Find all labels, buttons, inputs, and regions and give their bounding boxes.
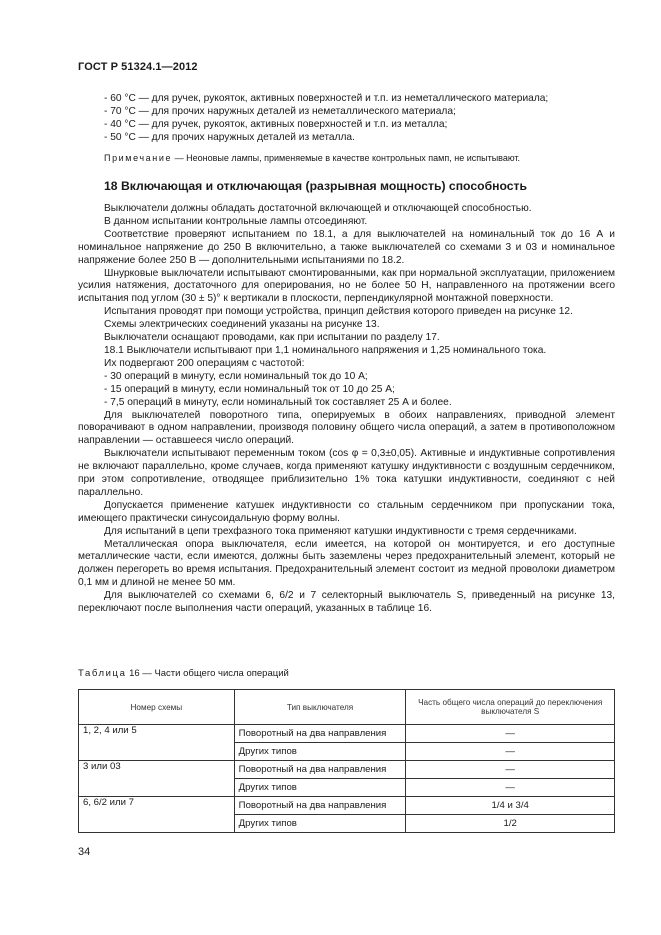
type-cell: Других типов (234, 779, 406, 797)
table-caption-text: 16 — Части общего числа операций (126, 668, 289, 679)
paragraph: Для выключателей поворотного типа, оперируемых в обоих направлениях, приводной элемент поворачивают в одном направлении, производя половину общего числа операций, а затем в противоположном направлении — оставшееся число операций. (78, 409, 615, 447)
part-cell: — (406, 761, 615, 779)
part-cell: 1/2 (406, 815, 615, 833)
paragraph: Для испытаний в цепи трехфазного тока применяют катушки индуктивности с тремя сердечниками. (104, 525, 577, 537)
operations-table (78, 689, 615, 833)
paragraph: Допускается применение катушек индуктивности со стальным сердечником при пропускании тока, имеющего практически синусоидальную форму волны. (78, 499, 615, 524)
type-cell: Других типов (234, 815, 406, 833)
paragraph: Выключатели должны обладать достаточной включающей и отключающей способностью. (104, 203, 532, 214)
table-caption (78, 668, 289, 679)
section-title: 18 Включающая и отключающая (разрывная мощность) способность (104, 179, 527, 193)
paragraph: 18.1 Выключатели испытывают при 1,1 номинального напряжения и 1,25 номинального тока. (104, 344, 547, 356)
paragraph: Соответствие проверяют испытанием по 18.1, а для выключателей на номинальный ток до 16 А и номинальное напряжение до 250 В включительно, а также выключателей со схемами 3 и 03 и номинальное напряжение более 250 В — дополнительными испытаниями по 18.2. (78, 228, 615, 266)
paragraph: Их подвергают 200 операциям с частотой: (104, 357, 305, 369)
type-cell: Других типов (234, 743, 406, 761)
page-number: 34 (78, 846, 91, 858)
note-text: — Неоновые лампы, применяемые в качестве контрольных памп, не испытывают. (172, 152, 521, 163)
paragraph: Испытания проводят при помощи устройства, принцип действия которого приведен на рисунке 12. (104, 306, 573, 318)
standard-header: ГОСТ Р 51324.1—2012 (78, 61, 198, 73)
paragraph: В данном испытании контрольные лампы отсоединяют. (104, 215, 368, 227)
temperature-list (78, 93, 615, 165)
part-cell: — (406, 725, 615, 743)
column-header: Номер схемы (79, 690, 235, 725)
list-item: - 15 операций в минуту, если номинальный ток от 10 до 25 А; (104, 383, 395, 395)
table-row (79, 761, 615, 779)
part-cell: 1/4 и 3/4 (406, 797, 615, 815)
type-cell: Поворотный на два направления (234, 761, 406, 779)
part-cell: — (406, 743, 615, 761)
list-item: - 60 °С — для ручек, рукояток, активных поверхностей и т.п. из неметаллического материала; (104, 93, 549, 104)
list-item: - 50 °С — для прочих наружных деталей из металла. (104, 131, 355, 143)
table-row (79, 725, 615, 743)
paragraph: Для выключателей со схемами 6, 6/2 и 7 селекторный выключатель S, приведенный на рисунке 13, переключают после выполнения части операций, указанных в таблице 16. (78, 590, 615, 615)
paragraph: Металлическая опора выключателя, если имеется, на которой он монтируется, и его доступные металлические части, если имеются, должны быть заземлены через предохранительный элемент, который не должен перегореть во время испытания. Предохранительный элемент состоит из медной проволоки диаметром 0,1 мм и длиной не менее 50 мм. (78, 538, 615, 589)
list-item: - 70 °С — для прочих наружных деталей из неметаллического материала; (104, 105, 456, 117)
scheme-cell: 1, 2, 4 или 5 (79, 725, 235, 761)
list-item: - 30 операций в минуту, если номинальный ток до 10 А; (104, 370, 368, 382)
paragraph: Выключатели оснащают проводами, как при испытании по разделу 17. (104, 332, 440, 344)
list-item: - 40 °С — для ручек, рукояток, активных поверхностей и т.п. из металла; (104, 118, 448, 130)
table-row (79, 797, 615, 815)
scheme-cell: 3 или 03 (79, 761, 235, 797)
paragraph: Шнурковые выключатели испытывают смонтированными, как при нормальной эксплуатации, приложением усилия натяжения, достаточного для оперирования, но не более 50 Н, направленного на протяжении всего испытания под углом (30 ± 5)° к вертикали в плоскости, перпендикулярной монтажной поверхности. (78, 267, 615, 305)
list-item: - 7,5 операций в минуту, если номинальный ток составляет 25 А и более. (104, 396, 452, 408)
column-header: Часть общего числа операций до переключения выключателя S (406, 690, 615, 725)
type-cell: Поворотный на два направления (234, 725, 406, 743)
column-header: Тип выключателя (234, 690, 406, 725)
section-body (78, 203, 615, 616)
paragraph: Схемы электрических соединений указаны на рисунке 13. (104, 319, 380, 331)
type-cell: Поворотный на два направления (234, 797, 406, 815)
note (78, 152, 615, 165)
paragraph: Выключатели испытывают переменным током (cos φ = 0,3±0,05). Активные и индуктивные сопротивления не включают параллельно, кроме случаев, когда применяют катушку индуктивности с воздушным сердечником, при этом сопротивление, отводящее приблизительно 1% тока катушки индуктивности, соединяют с ней параллельно. (78, 448, 615, 498)
part-cell: — (406, 779, 615, 797)
table-header-row (79, 690, 615, 725)
table-caption-label: Таблица (78, 668, 127, 679)
note-label: Примечание (104, 152, 173, 163)
scheme-cell: 6, 6/2 или 7 (79, 797, 235, 833)
